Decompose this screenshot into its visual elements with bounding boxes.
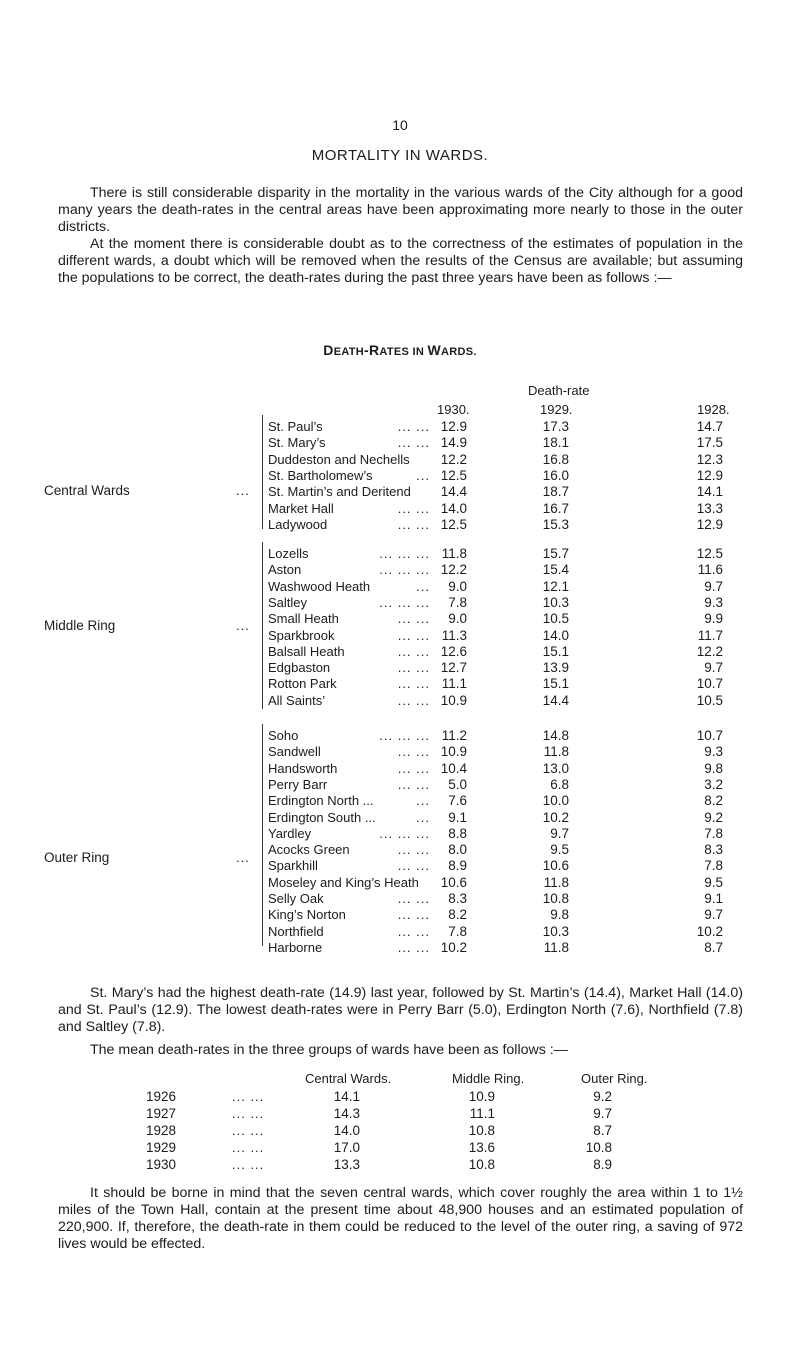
death-rate-cell: 16.0 (542, 468, 569, 483)
death-rate-cell: 9.5 (550, 842, 569, 857)
death-rate-cell: 17.5 (696, 435, 723, 450)
mean-header-middle: Middle Ring. (452, 1071, 525, 1086)
group-label: Outer Ring (44, 850, 110, 865)
death-rate-cell: 8.2 (704, 793, 723, 808)
death-rate-cell: 10.9 (440, 744, 467, 759)
leader-dots: ... ... (397, 858, 430, 873)
death-rate-cell: 14.8 (542, 728, 569, 743)
leader-dots: ... ... (397, 842, 430, 857)
death-rate-cell: 10.2 (542, 810, 569, 825)
death-rate-cell: 11.8 (543, 940, 569, 955)
paragraph-estimates: At the moment there is considerable doubt as to the correctness of the estimates of population in the different wards, a doubt which will be removed when the results of the Census are available; but assuming the populations to be correct, the death-rates during the past three years have been as follows :— (58, 236, 743, 286)
group-label: Middle Ring (44, 618, 116, 633)
death-rate-cell: 15.3 (542, 517, 569, 532)
ward-name: Duddeston and Nechells (268, 452, 410, 467)
death-rate-cell: 9.3 (704, 595, 723, 610)
ward-name: Rotton Park (268, 676, 337, 691)
death-rate-cell: 17.3 (542, 419, 569, 434)
ward-name: Erdington South ... (268, 810, 376, 825)
mean-year: 1926 (146, 1089, 177, 1104)
death-rate-cell: 9.1 (448, 810, 467, 825)
ward-name: Lozells (268, 546, 309, 561)
death-rate-cell: 11.8 (543, 744, 569, 759)
ward-name: Acocks Green (268, 842, 350, 857)
leader-dots: ... ... ... (379, 826, 430, 841)
col-header-1930: 1930. (437, 402, 470, 417)
death-rate-cell: 10.3 (542, 924, 569, 939)
death-rate-cell: 7.8 (448, 924, 467, 939)
death-rate-cell: 13.3 (696, 501, 723, 516)
death-rate-cell: 9.0 (448, 579, 467, 594)
ward-name: Sandwell (268, 744, 321, 759)
mean-year: 1928 (146, 1123, 177, 1138)
leader-dots: ... ... (397, 628, 430, 643)
leader-dots: ... ... (397, 924, 430, 939)
death-rate-cell: 7.6 (448, 793, 467, 808)
ward-name: Northfield (268, 924, 324, 939)
mean-header-outer: Outer Ring. (581, 1071, 648, 1086)
death-rate-cell: 9.9 (704, 611, 723, 626)
leader-dots: ... ... (397, 517, 430, 532)
death-rate-cell: 15.1 (542, 676, 569, 691)
ward-name: Perry Barr (268, 777, 328, 792)
death-rate-cell: 9.7 (704, 907, 723, 922)
death-rate-cell: 13.0 (542, 761, 569, 776)
ward-name: Ladywood (268, 517, 328, 532)
mean-rate-cell: 10.8 (468, 1123, 495, 1138)
death-rate-cell: 12.1 (542, 579, 569, 594)
death-rate-cell: 12.2 (696, 644, 723, 659)
death-rate-cell: 13.9 (542, 660, 569, 675)
ward-name: St. Martin’s and Deritend (268, 484, 411, 499)
leader-dots: ... ... (397, 501, 430, 516)
death-rate-cell: 10.6 (542, 858, 569, 873)
mean-rate-cell: 10.8 (468, 1157, 495, 1172)
ward-name: Market Hall (268, 501, 334, 516)
death-rate-cell: 12.9 (696, 517, 723, 532)
death-rate-cell: 11.8 (441, 546, 467, 561)
death-rate-cell: 12.2 (440, 562, 467, 577)
leader-dots: ... (416, 810, 430, 825)
leader-dots: ... ... (397, 744, 430, 759)
death-rate-cell: 12.6 (440, 644, 467, 659)
mean-rate-cell: 11.1 (469, 1106, 495, 1121)
leader-dots: ... ... (397, 940, 430, 955)
group-label: Central Wards (44, 483, 130, 498)
ward-name: Yardley (268, 826, 312, 841)
death-rate-cell: 9.3 (704, 744, 723, 759)
death-rate-cell: 9.7 (704, 660, 723, 675)
death-rate-cell: 8.7 (704, 940, 723, 955)
death-rate-cell: 12.7 (440, 660, 467, 675)
death-rate-cell: 14.1 (696, 484, 723, 499)
death-rate-cell: 9.7 (550, 826, 569, 841)
ward-name: St. Bartholomew’s (268, 468, 373, 483)
death-rate-cell: 8.2 (448, 907, 467, 922)
ward-name: Soho (268, 728, 299, 743)
death-rate-cell: 14.0 (542, 628, 569, 643)
death-rate-cell: 10.5 (542, 611, 569, 626)
mean-rate-cell: 8.9 (593, 1157, 612, 1172)
death-rate-cell: 10.3 (542, 595, 569, 610)
group-brace (262, 724, 263, 946)
ward-name: Selly Oak (268, 891, 324, 906)
leader-dots: ... ... ... (379, 562, 430, 577)
leader-dots: ... ... ... (379, 728, 430, 743)
ward-name: Edgbaston (268, 660, 331, 675)
mean-year: 1929 (146, 1140, 177, 1155)
ward-name: Sparkbrook (268, 628, 335, 643)
leader-dots: ... (416, 793, 430, 808)
leader-dots: ... ... (232, 1089, 265, 1104)
section-heading: MORTALITY IN WARDS. (311, 147, 489, 164)
death-rate-cell: 7.8 (704, 826, 723, 841)
ward-name: Small Heath (268, 611, 339, 626)
leader-dots: ... ... ... (379, 595, 430, 610)
death-rate-cell: 9.8 (550, 907, 569, 922)
group-brace (262, 542, 263, 709)
leader-dots: ... ... (397, 644, 430, 659)
death-rate-cell: 9.5 (704, 875, 723, 890)
mean-header-central: Central Wards. (305, 1071, 392, 1086)
death-rate-cell: 11.1 (441, 676, 467, 691)
leader-dots: ... ... (397, 761, 430, 776)
leader-dots: ... ... (397, 777, 430, 792)
death-rate-cell: 10.7 (696, 676, 723, 691)
leader-dots: ... ... (397, 435, 430, 450)
death-rate-cell: 7.8 (704, 858, 723, 873)
death-rate-cell: 10.5 (696, 693, 723, 708)
death-rate-cell: 8.8 (448, 826, 467, 841)
death-rate-cell: 10.2 (440, 940, 467, 955)
page-number: 10 (392, 117, 408, 133)
death-rate-cell: 9.1 (704, 891, 723, 906)
death-rate-cell: 14.4 (542, 693, 569, 708)
group-leader-dots: ... (236, 850, 250, 865)
mean-rate-cell: 10.9 (468, 1089, 495, 1104)
death-rate-cell: 12.5 (696, 546, 723, 561)
death-rate-cell: 9.7 (704, 579, 723, 594)
leader-dots: ... ... (232, 1140, 265, 1155)
death-rate-cell: 9.0 (448, 611, 467, 626)
death-rate-cell: 10.4 (440, 761, 467, 776)
leader-dots: ... ... (397, 611, 430, 626)
mean-rate-cell: 9.7 (593, 1106, 612, 1121)
leader-dots: ... ... (397, 693, 430, 708)
death-rate-cell: 18.7 (542, 484, 569, 499)
death-rate-cell: 12.5 (440, 517, 467, 532)
ward-name: Washwood Heath (268, 579, 371, 594)
leader-dots: ... ... (232, 1123, 265, 1138)
group-brace (262, 415, 263, 529)
death-rate-cell: 18.1 (542, 435, 569, 450)
ward-name: Saltley (268, 595, 308, 610)
mean-rate-cell: 17.0 (333, 1140, 360, 1155)
group-leader-dots: ... (236, 483, 250, 498)
death-rate-cell: 11.3 (441, 628, 467, 643)
ward-name: Erdington North ... (268, 793, 374, 808)
death-rate-cell: 6.8 (550, 777, 569, 792)
death-rate-cell: 12.9 (696, 468, 723, 483)
paragraph-central-wards-note: It should be borne in mind that the seven central wards, which cover roughly the area within 1 to 1½ miles of the Town Hall, contain at the present time about 48,900 houses and an estimated population of 220,900. If, therefore, the death-rate in them could be reduced to the level of the outer ring, a saving of 972 lives would be effected. (58, 1185, 743, 1252)
leader-dots: ... ... (397, 419, 430, 434)
death-rate-cell: 12.5 (440, 468, 467, 483)
leader-dots: ... ... (397, 676, 430, 691)
death-rate-cell: 10.8 (542, 891, 569, 906)
death-rate-cell: 14.7 (696, 419, 723, 434)
table-title: DEATH-RATES IN WARDS. (323, 342, 477, 358)
death-rate-cell: 14.4 (440, 484, 467, 499)
ward-name: St. Paul’s (268, 419, 323, 434)
mean-year: 1927 (146, 1106, 177, 1121)
death-rate-cell: 11.8 (543, 875, 569, 890)
death-rate-cell: 12.3 (696, 452, 723, 467)
death-rate-header: Death-rate (528, 383, 590, 398)
mean-rate-cell: 10.8 (585, 1140, 612, 1155)
death-rate-cell: 10.6 (440, 875, 467, 890)
mean-rate-cell: 9.2 (593, 1089, 612, 1104)
leader-dots: ... ... (397, 907, 430, 922)
death-rate-cell: 15.4 (542, 562, 569, 577)
death-rate-cell: 10.7 (696, 728, 723, 743)
death-rate-cell: 8.9 (448, 858, 467, 873)
death-rate-cell: 11.2 (441, 728, 467, 743)
paragraph-highest-lowest: St. Mary’s had the highest death-rate (14.9) last year, followed by St. Martin’s (14.4), Market Hall (14.0) and St. Paul’s (12.9). The lowest death-rates were in Perry Barr (5.0), Erdington North (7.6), Northfield (7.8) and Saltley (7.8). (58, 985, 743, 1035)
death-rate-cell: 16.7 (542, 501, 569, 516)
death-rate-cell: 11.6 (697, 562, 723, 577)
death-rate-cell: 5.0 (448, 777, 467, 792)
paragraph-mean-intro: The mean death-rates in the three groups of wards have been as follows :— (90, 1042, 568, 1058)
leader-dots: ... ... (232, 1106, 265, 1121)
mean-rate-cell: 14.3 (333, 1106, 360, 1121)
death-rate-cell: 8.0 (448, 842, 467, 857)
death-rate-cell: 8.3 (704, 842, 723, 857)
death-rate-cell: 7.8 (448, 595, 467, 610)
mean-rate-cell: 14.0 (333, 1123, 360, 1138)
leader-dots: ... ... (397, 660, 430, 675)
death-rate-cell: 3.2 (704, 777, 723, 792)
death-rate-cell: 8.3 (448, 891, 467, 906)
leader-dots: ... ... (232, 1157, 265, 1172)
leader-dots: ... (416, 468, 430, 483)
ward-name: Balsall Heath (268, 644, 345, 659)
leader-dots: ... ... ... (379, 546, 430, 561)
death-rate-cell: 12.2 (440, 452, 467, 467)
death-rate-cell: 15.7 (542, 546, 569, 561)
mean-year: 1930 (146, 1157, 177, 1172)
ward-name: All Saints’ (268, 693, 326, 708)
ward-name: Harborne (268, 940, 323, 955)
ward-name: Moseley and King’s Heath (268, 875, 419, 890)
death-rate-cell: 9.2 (704, 810, 723, 825)
death-rate-cell: 10.0 (542, 793, 569, 808)
col-header-1929: 1929. (540, 402, 573, 417)
col-header-1928: 1928. (697, 402, 730, 417)
mean-rate-cell: 14.1 (333, 1089, 360, 1104)
paragraph-disparity: There is still considerable disparity in the mortality in the various wards of the City although for a good many years the death-rates in the central areas have been approximating more nearly to those in the outer districts. (58, 185, 743, 235)
ward-name: Sparkhill (268, 858, 318, 873)
mean-rate-cell: 8.7 (593, 1123, 612, 1138)
death-rate-cell: 14.9 (440, 435, 467, 450)
death-rate-cell: 9.8 (704, 761, 723, 776)
ward-name: King’s Norton (268, 907, 346, 922)
mean-rate-cell: 13.3 (333, 1157, 360, 1172)
death-rate-cell: 12.9 (440, 419, 467, 434)
death-rate-cell: 10.2 (696, 924, 723, 939)
ward-name: Handsworth (268, 761, 338, 776)
death-rate-cell: 15.1 (542, 644, 569, 659)
death-rate-cell: 16.8 (542, 452, 569, 467)
death-rate-cell: 14.0 (440, 501, 467, 516)
leader-dots: ... ... (397, 891, 430, 906)
ward-name: Aston (268, 562, 302, 577)
ward-name: St. Mary’s (268, 435, 326, 450)
mean-rate-cell: 13.6 (468, 1140, 495, 1155)
death-rate-cell: 10.9 (440, 693, 467, 708)
death-rate-cell: 11.7 (697, 628, 723, 643)
leader-dots: ... (416, 579, 430, 594)
group-leader-dots: ... (236, 618, 250, 633)
